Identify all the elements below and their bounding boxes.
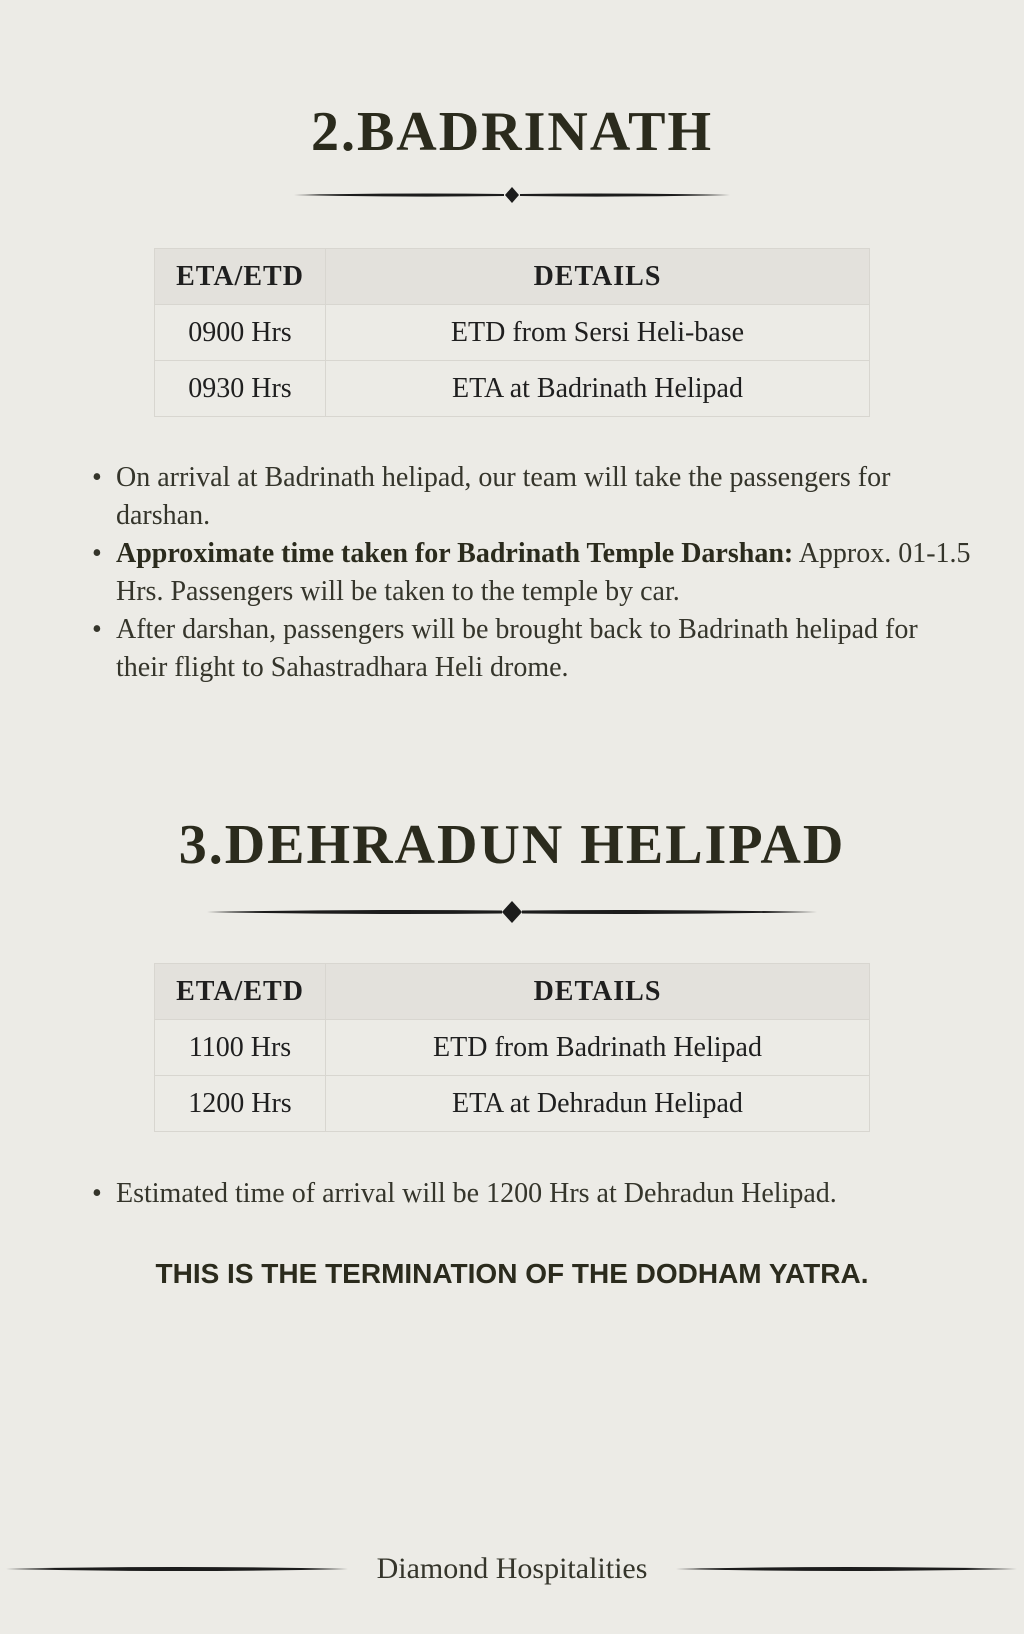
column-header-details: DETAILS <box>326 249 870 305</box>
table-row <box>155 1076 870 1132</box>
cell-details: ETA at Dehradun Helipad <box>326 1076 870 1132</box>
schedule-table-badrinath <box>154 248 870 417</box>
bullet-icon: • <box>92 1178 102 1209</box>
list-item <box>92 611 972 687</box>
bullet-icon: • <box>92 614 102 645</box>
note-text: On arrival at Badrinath helipad, our team will take the passengers for darshan. <box>116 462 891 531</box>
list-item <box>92 535 972 611</box>
bullet-icon: • <box>92 538 102 569</box>
column-header-eta-etd: ETA/ETD <box>155 964 326 1020</box>
cell-time: 0900 Hrs <box>155 305 326 361</box>
schedule-table-dehradun <box>154 963 870 1132</box>
cell-details: ETD from Badrinath Helipad <box>326 1020 870 1076</box>
footer-brand: Diamond Hospitalities <box>376 1552 648 1585</box>
note-text: After darshan, passengers will be brought back to Badrinath helipad for their flight to Sahastradhara Heli drome. <box>116 614 918 683</box>
termination-notice: THIS IS THE TERMINATION OF THE DODHAM YATRA. <box>155 1258 869 1289</box>
table-row <box>155 361 870 417</box>
column-header-details: DETAILS <box>326 964 870 1020</box>
cell-details: ETA at Badrinath Helipad <box>326 361 870 417</box>
list-item <box>92 459 972 535</box>
footer-right-rule <box>676 1564 1018 1574</box>
note-text: Estimated time of arrival will be 1200 Hrs at Dehradun Helipad. <box>116 1178 837 1209</box>
section-title-badrinath: 2.BADRINATH <box>310 101 714 163</box>
table-header-row <box>155 249 870 305</box>
table-row <box>155 1020 870 1076</box>
notes-list-dehradun <box>92 1175 972 1213</box>
list-item <box>92 1175 972 1213</box>
table-header-row <box>155 964 870 1020</box>
section-title-dehradun: 3.DEHRADUN HELIPAD <box>178 814 846 876</box>
cell-details: ETD from Sersi Heli-base <box>326 305 870 361</box>
bullet-icon: • <box>92 462 102 493</box>
ornamental-divider <box>294 186 730 204</box>
notes-list-badrinath <box>92 459 972 687</box>
cell-time: 0930 Hrs <box>155 361 326 417</box>
note-bold-text: Approximate time taken for Badrinath Temple Darshan: <box>116 538 794 569</box>
column-header-eta-etd: ETA/ETD <box>155 249 326 305</box>
ornamental-divider <box>207 900 817 924</box>
note-text: Approx. 01-1.5 Hrs. Passengers will be taken to the temple by car. <box>116 538 971 607</box>
cell-time: 1100 Hrs <box>155 1020 326 1076</box>
cell-time: 1200 Hrs <box>155 1076 326 1132</box>
table-row <box>155 305 870 361</box>
